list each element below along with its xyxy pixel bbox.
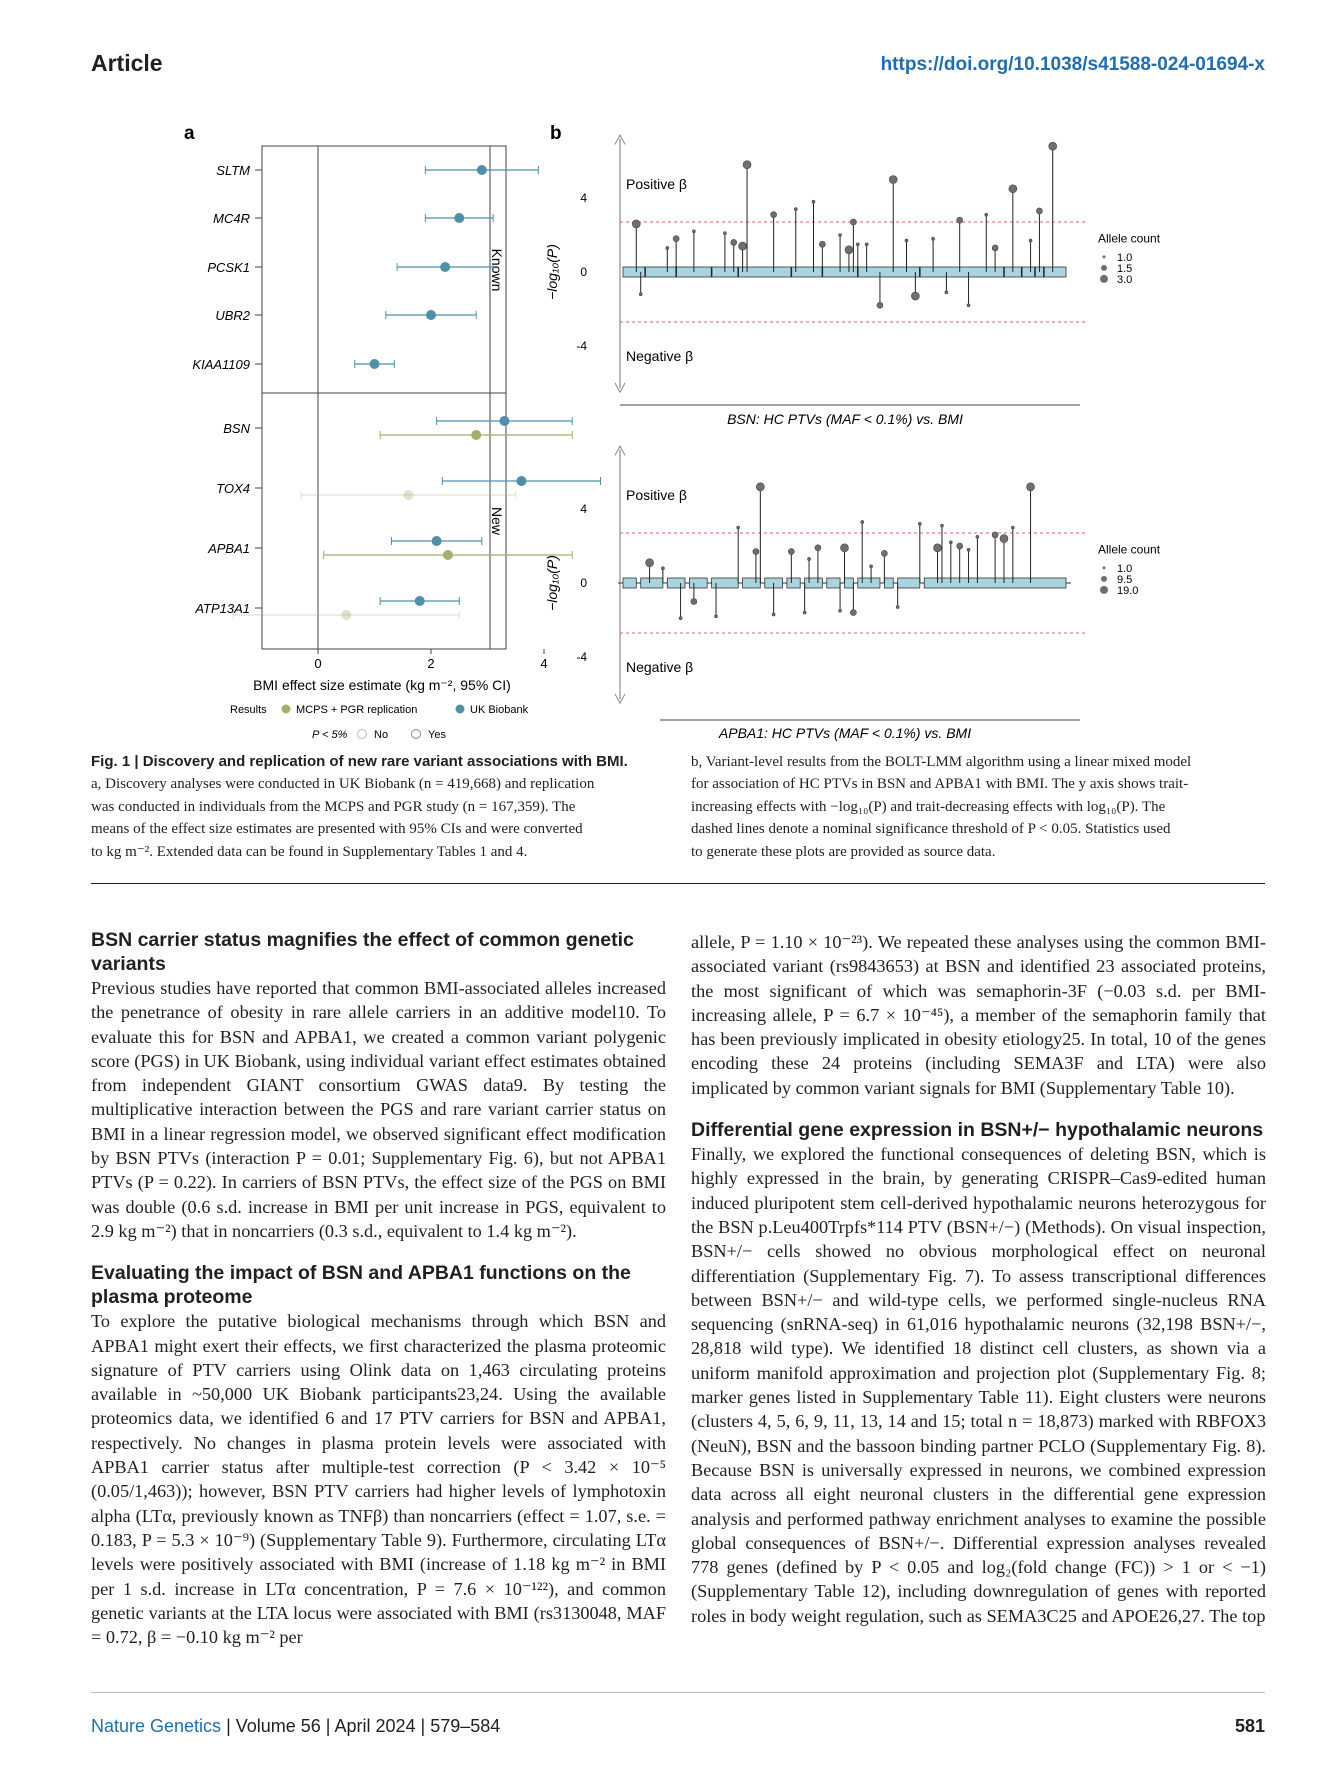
journal-name[interactable]: Nature Genetics xyxy=(91,1716,222,1736)
ukb-point xyxy=(370,359,380,369)
variant-point xyxy=(918,522,921,525)
doi-link[interactable]: https://doi.org/10.1038/s41588-024-01694-x xyxy=(880,54,1265,75)
variant-point xyxy=(957,217,963,223)
allele-count-label: Allele count xyxy=(1098,231,1161,246)
variant-point xyxy=(679,617,682,620)
variant-point xyxy=(1029,239,1032,242)
section-heading-differential-expression: Differential gene expression in BSN+/− hypothalamic neurons xyxy=(691,1119,1264,1142)
variant-point xyxy=(1000,535,1008,543)
gene-label: UBR2 xyxy=(215,308,250,323)
mcps-point xyxy=(471,430,481,440)
variant-point xyxy=(819,241,825,247)
exon xyxy=(827,578,840,588)
legend-no-label: No xyxy=(374,729,389,741)
caption-right-line-4: dashed lines denote a nominal significance threshold of P < 0.05. Statistics used xyxy=(691,821,1171,838)
caption-left-line-2: was conducted in individuals from the MCPS and PGR study (n = 167,359). The xyxy=(91,798,576,815)
forest-plot-frame xyxy=(262,146,506,649)
variant-point xyxy=(772,613,775,616)
y-tick-label: 0 xyxy=(580,576,587,590)
figure-caption-left xyxy=(91,751,666,863)
gene-label: ATP13A1 xyxy=(195,601,250,616)
variant-point xyxy=(632,220,640,228)
variant-point xyxy=(1027,483,1035,491)
variant-point xyxy=(850,610,856,616)
panel-b-label: b xyxy=(550,123,562,144)
variant-point xyxy=(976,535,979,538)
caption-right-line-3: increasing effects with −log₁₀(P) and trait-decreasing effects with log₁₀(P). The xyxy=(691,798,1166,815)
footer-divider xyxy=(91,1692,1265,1693)
variant-point xyxy=(870,565,873,568)
legend-ukb-label: UK Biobank xyxy=(470,704,529,716)
y-tick-label: -4 xyxy=(576,650,587,664)
caption-right-line-2: for association of HC PTVs in BSN and APBA1 with BMI. The y axis shows trait- xyxy=(691,776,1189,793)
y-tick-label: 4 xyxy=(580,191,587,205)
journal-issue: | Volume 56 | April 2024 | 579–584 xyxy=(221,1716,501,1736)
footer-journal xyxy=(91,1716,500,1737)
legend-ukb-swatch xyxy=(456,705,465,714)
allele-count-swatch xyxy=(1100,275,1108,283)
variant-point xyxy=(756,483,764,491)
gene-label: MC4R xyxy=(213,211,250,226)
allele-count-level: 1.5 xyxy=(1117,262,1133,275)
variant-point xyxy=(1049,142,1057,150)
caption-divider xyxy=(91,883,1265,884)
caption-left-line-3: means of the effect size estimates are presented with 95% CIs and were converted xyxy=(91,821,583,838)
allele-count-label: Allele count xyxy=(1098,542,1161,557)
legend-mcps-label: MCPS + PGR replication xyxy=(296,704,418,716)
variant-point xyxy=(639,293,642,296)
apba1-caption: APBA1: HC PTVs (MAF < 0.1%) vs. BMI xyxy=(718,725,972,741)
variant-point xyxy=(815,545,821,551)
variant-point xyxy=(812,200,815,203)
variant-point xyxy=(661,567,664,570)
variant-point xyxy=(865,243,868,246)
page-number: 581 xyxy=(1234,1716,1265,1736)
allele-count-level: 9.5 xyxy=(1117,573,1133,586)
exon xyxy=(641,578,663,588)
variant-point xyxy=(934,544,942,552)
figure-caption-right xyxy=(691,751,1266,863)
allele-count-swatch xyxy=(1101,265,1107,271)
caption-left-line-4: to kg m⁻². Extended data can be found in Supplementary Tables 1 and 4. xyxy=(91,843,528,860)
allele-count-level: 1.0 xyxy=(1117,251,1133,264)
exon xyxy=(787,578,800,588)
mcps-point xyxy=(403,490,413,500)
figure-1 xyxy=(0,0,1341,745)
forest-plot xyxy=(192,146,600,671)
paragraph-bsn-carrier: Previous studies have reported that common BMI-associated alleles increased the penetrance of obesity in rare allele carriers in an additive model10. To evaluate this for BSN and APBA1, we created a common variant polygenic score (PGS) in UK Biobank, using individual variant effect estimates obtained from independent GIANT consortium GWAS data9. By testing the multiplicative interaction between the PGS and rare variant carrier status on BMI in a linear regression model, we observed significant effect modification by BSN PTVs (interaction P = 0.01; Supplementary Fig. 6), but not APBA1 PTVs (P = 0.22). In carriers of BSN PTVs, the effect size of the PGS on BMI was double (0.6 s.d. increase in BMI per unit increase in PGS, equivalent to 2.9 kg m⁻²) that in noncarriers (0.3 s.d., equivalent to 1.4 kg m⁻²). xyxy=(91,978,666,1241)
panel-a-label: a xyxy=(184,123,195,144)
apba1-variant-plot xyxy=(576,446,1160,703)
bsn-variant-plot xyxy=(576,135,1160,392)
variant-point xyxy=(753,549,759,555)
variant-point xyxy=(788,549,794,555)
ukb-point xyxy=(415,596,425,606)
x-tick-label: 4 xyxy=(540,656,548,671)
paragraph-proteome-continued: allele, P = 1.10 × 10⁻²³). We repeated these analyses using the common BMI-associated variant (rs9843653) at BSN and identified 23 associated proteins, the most significant of which was semaphorin-3F (−0.03 s.d. per BMI-increasing allele, P = 6.7 × 10⁻⁴⁵), a member of the semaphorin family that has been previously implicated in obesity etiology25. In total, 10 of the genes encoding these 24 proteins (including SEMA3F and LTA) were also implicated by common variant signals for BMI (Supplementary Table 10). xyxy=(691,932,1266,1098)
ukb-point xyxy=(440,262,450,272)
variant-point xyxy=(949,541,952,544)
y-tick-label: -4 xyxy=(576,339,587,353)
variant-point xyxy=(1036,208,1042,214)
y-tick-label: 0 xyxy=(580,265,587,279)
variant-point xyxy=(940,524,943,527)
allele-count-swatch xyxy=(1101,576,1107,582)
variant-point xyxy=(992,245,998,251)
positive-beta-label: Positive β xyxy=(626,175,687,192)
ukb-point xyxy=(477,165,487,175)
variant-point xyxy=(967,548,970,551)
variant-point xyxy=(877,302,883,308)
variant-point xyxy=(691,599,697,605)
exon xyxy=(884,578,893,588)
allele-count-swatch xyxy=(1103,255,1106,258)
variant-point xyxy=(881,550,887,556)
ukb-point xyxy=(426,310,436,320)
section-heading-bsn-carrier: BSN carrier status magnifies the effect of common genetic variants xyxy=(91,929,634,975)
ukb-point xyxy=(499,416,509,426)
gene-label: BSN xyxy=(223,421,250,436)
x-tick-label: 0 xyxy=(314,656,322,671)
legend-yes-label: Yes xyxy=(428,729,446,741)
legend-yes-swatch xyxy=(412,730,421,739)
legend-no-swatch xyxy=(358,730,367,739)
body-column-left xyxy=(91,928,666,1649)
variant-point xyxy=(841,544,849,552)
variant-point xyxy=(794,208,797,211)
variant-point xyxy=(896,606,899,609)
exon xyxy=(845,578,854,588)
variant-point xyxy=(715,615,718,618)
gene-body xyxy=(623,267,1066,277)
variant-point xyxy=(743,161,751,169)
caption-right-line-5: to generate these plots are provided as source data. xyxy=(691,843,996,860)
y-tick-label: 4 xyxy=(580,502,587,516)
exon xyxy=(898,578,920,588)
negative-beta-label: Negative β xyxy=(626,658,694,675)
variant-point xyxy=(808,557,811,560)
variant-point xyxy=(911,292,919,300)
mcps-point xyxy=(443,550,453,560)
x-axis-label: BMI effect size estimate (kg m⁻², 95% CI) xyxy=(253,677,511,693)
exon xyxy=(743,578,761,588)
variant-point xyxy=(967,304,970,307)
variant-point xyxy=(839,234,842,237)
variant-point xyxy=(692,230,695,233)
known-label: Known xyxy=(489,248,505,292)
variant-point xyxy=(646,559,654,567)
legend-p-label: P < 5% xyxy=(312,729,348,741)
allele-count-swatch xyxy=(1100,586,1108,594)
variant-point xyxy=(839,609,842,612)
gene-label: KIAA1109 xyxy=(192,357,250,372)
body-column-right xyxy=(691,930,1266,1628)
variant-point xyxy=(1009,185,1017,193)
variant-point xyxy=(985,213,988,216)
ukb-point xyxy=(516,476,526,486)
negative-beta-label: Negative β xyxy=(626,347,694,364)
ukb-point xyxy=(432,536,442,546)
allele-count-swatch xyxy=(1103,566,1106,569)
bsn-caption: BSN: HC PTVs (MAF < 0.1%) vs. BMI xyxy=(727,411,963,427)
exon xyxy=(689,578,707,588)
paragraph-proteome: To explore the putative biological mechanisms through which BSN and APBA1 might exert their effects, we first characterized the plasma proteomic signature of PTV carriers using Olink data on 1,463 circulating proteins available in ~50,000 UK Biobank participants23,24. Using the available proteomics data, we identified 6 and 17 PTV carriers for BSN and APBA1, respectively. No changes in plasma protein levels were associated with APBA1 carrier status after multiple-test correction (P < 3.42 × 10⁻⁵ (0.05/1,463)); however, BSN PTV carriers had higher levels of lymphotoxin alpha (LTα, previously known as TNFβ) than noncarriers (effect = 1.07, s.e. = 0.183, P = 5.3 × 10⁻⁹) (Supplementary Table 9). Furthermore, circulating LTα levels were positively associated with BMI (increase of 1.18 kg m⁻² in BMI per 1 s.d. increase in LTα concentration, P = 7.6 × 10⁻¹²²), and common genetic variants at the LTA locus were associated with BMI (rs3130048, MAF = 0.72, β = −0.10 kg m⁻² per xyxy=(91,1311,666,1648)
exon xyxy=(805,578,823,588)
section-label: Article xyxy=(91,50,163,76)
gene-label: TOX4 xyxy=(216,481,250,496)
x-tick-label: 2 xyxy=(427,656,435,671)
variant-point xyxy=(905,239,908,242)
variant-point xyxy=(771,212,777,218)
gene-label: SLTM xyxy=(216,163,250,178)
variant-point xyxy=(889,176,897,184)
gene-label: PCSK1 xyxy=(207,260,250,275)
allele-count-level: 19.0 xyxy=(1117,584,1139,597)
caption-right-line-1: b, Variant-level results from the BOLT-LMM algorithm using a linear mixed model xyxy=(691,754,1192,770)
caption-title: Fig. 1 | Discovery and replication of new rare variant associations with BMI. xyxy=(91,753,628,770)
section-heading-proteome: Evaluating the impact of BSN and APBA1 functions on the plasma proteome xyxy=(91,1262,631,1309)
variant-point xyxy=(845,246,853,254)
allele-count-level: 1.0 xyxy=(1117,562,1133,575)
allele-count-level: 3.0 xyxy=(1117,273,1133,286)
variant-point xyxy=(932,237,935,240)
variant-point xyxy=(856,243,859,246)
caption-left-line-1: a, Discovery analyses were conducted in UK Biobank (n = 419,668) and replication xyxy=(91,776,595,793)
variant-point xyxy=(861,520,864,523)
variant-point xyxy=(723,232,726,235)
mcps-point xyxy=(341,610,351,620)
variant-point xyxy=(731,239,737,245)
variant-point xyxy=(957,543,963,549)
variant-point xyxy=(945,291,948,294)
variant-point xyxy=(1011,526,1014,529)
variant-point xyxy=(666,246,669,249)
ukb-point xyxy=(454,213,464,223)
exon xyxy=(858,578,880,588)
variant-point xyxy=(739,242,747,250)
apba1-y-label: −log₁₀(P) xyxy=(544,555,560,611)
variant-point xyxy=(803,611,806,614)
new-label: New xyxy=(489,506,505,536)
exon xyxy=(667,578,685,588)
variant-point xyxy=(992,532,998,538)
variant-point xyxy=(850,219,856,225)
legend-mcps-swatch xyxy=(282,705,291,714)
positive-beta-label: Positive β xyxy=(626,486,687,503)
bsn-y-label: −log₁₀(P) xyxy=(544,244,560,300)
gene-label: APBA1 xyxy=(208,541,250,556)
legend-results-label: Results xyxy=(230,704,267,716)
variant-point xyxy=(737,526,740,529)
exon xyxy=(623,578,636,588)
variant-point xyxy=(673,236,679,242)
paragraph-differential-expression: Finally, we explored the functional consequences of deleting BSN, which is highly expressed in the brain, by generating CRISPR–Cas9-edited human induced pluripotent stem cell-derived hypothalamic neurons heterozygous for the BSN p.Leu400Trpfs*114 PTV (BSN+/−) (Methods). On visual inspection, BSN+/− cells showed no obvious morphological effect on neuronal differentiation (Supplementary Fig. 7). To assess transcriptional differences between BSN+/− and wild-type cells, we performed single-nucleus RNA sequencing (snRNA-seq) in 61,016 hypothalamic neurons (32,198 BSN+/−, 28,818 wild type). We identified 18 distinct cell clusters, as shown via a uniform manifold approximation and projection plot (Supplementary Fig. 8; marker genes listed in Supplementary Table 11). Eight clusters were neurons (clusters 4, 5, 6, 9, 11, 13, 14 and 15; total n = 18,873) marked with RBFOX3 (NeuN), BSN and the bassoon binding partner PCLO (Supplementary Fig. 8). Because BSN is universally expressed in neurons, we combined expression data across all eight neuronal clusters in the differential gene expression analysis and performed pathway enrichment analyses to examine the possible global consequences of BSN+/−. Differential expression analyses revealed 778 genes (defined by P < 0.05 and log₂(fold change (FC)) > 1 or < −1) (Supplementary Table 12), including downregulation of genes with reported roles in body weight regulation, such as SEMA3C25 and APOE26,27. The top xyxy=(691,1144,1266,1626)
